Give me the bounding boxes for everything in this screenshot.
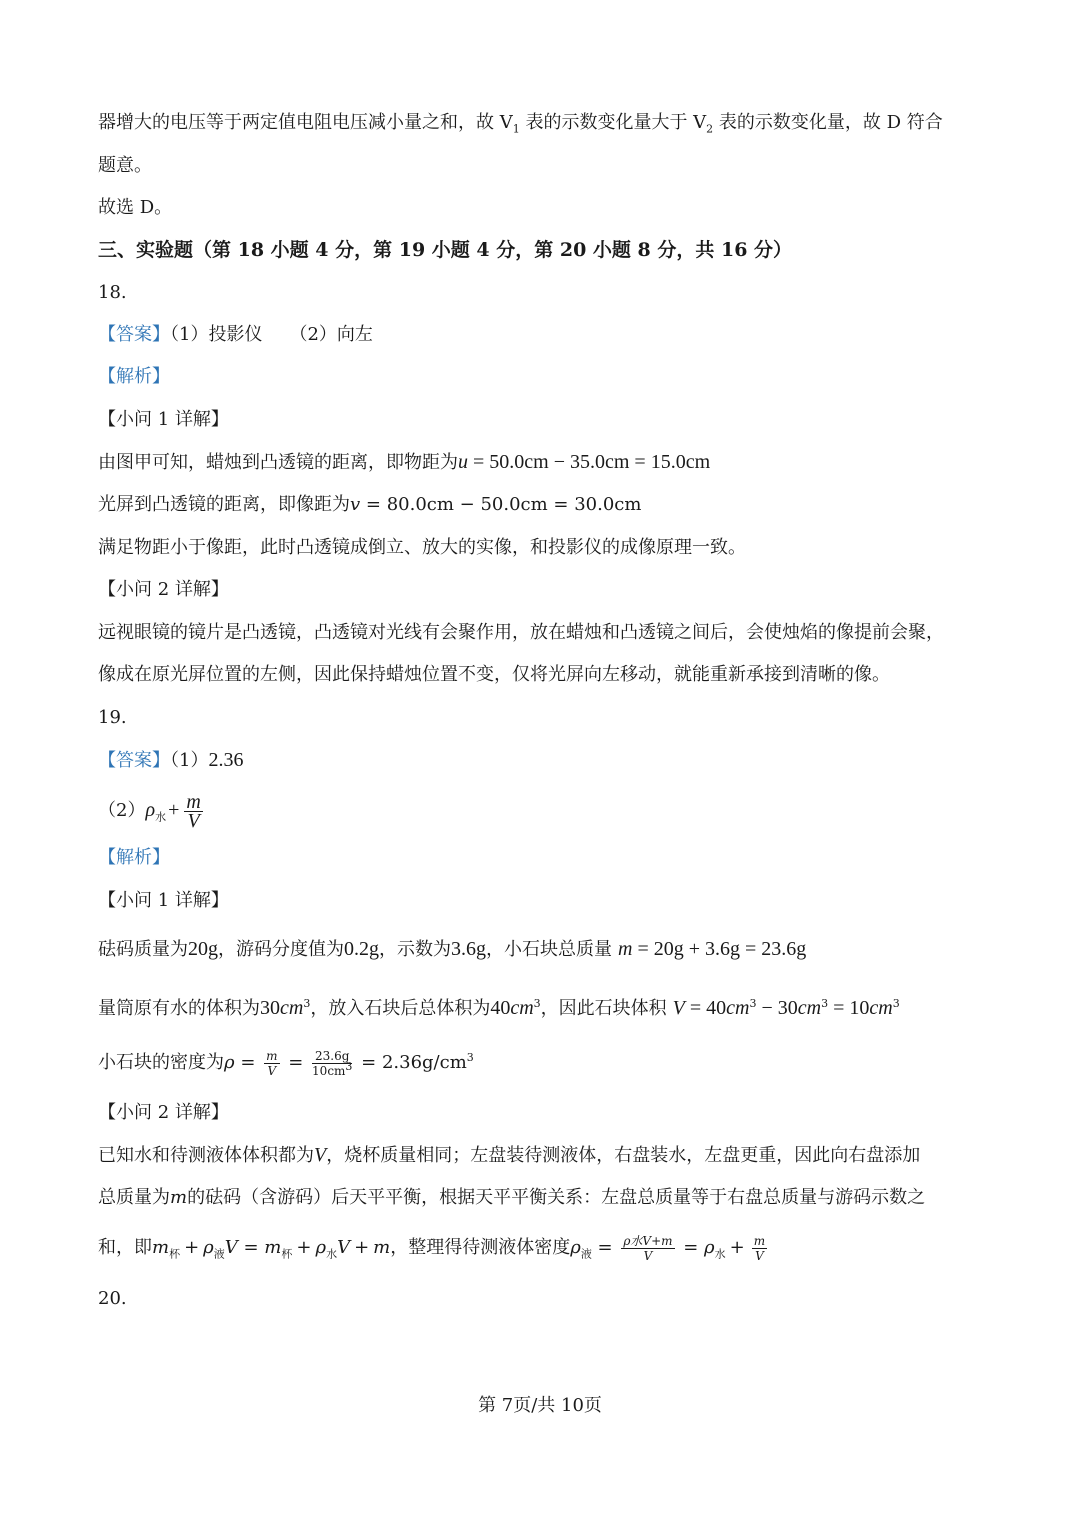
equals-sign: = (234, 1052, 262, 1073)
text: 表的示数变化量大于 V (519, 112, 707, 133)
text: 故选 D。 (98, 197, 173, 218)
superscript: 3 (533, 997, 541, 1010)
rho-symbol: ρ (203, 1237, 214, 1258)
volume-line (98, 996, 982, 1021)
rho-symbol: ρ (315, 1237, 327, 1258)
text: ，烧杯质量相同；左盘装待测液体，右盘装水，左盘更重，因此向右盘添加 (326, 1145, 921, 1166)
superscript: 3 (303, 997, 311, 1010)
fraction (264, 1049, 279, 1078)
mass-line (98, 937, 982, 962)
fraction-numerator: m (266, 1048, 278, 1063)
equals-sign: = (591, 1237, 619, 1258)
math-result: 2.36g/cm (381, 1052, 467, 1073)
answer-2-line (98, 788, 982, 833)
denominator-text: 10cm (312, 1063, 346, 1078)
math-value: 20g (188, 938, 218, 960)
fraction-numerator: 23.6g (312, 1049, 352, 1064)
fraction-denominator: V (267, 1063, 277, 1078)
fraction-numerator: m (753, 1233, 766, 1248)
equals-sign: = (282, 1052, 310, 1073)
question-number-19: 19. (98, 707, 127, 728)
math-expression: = 20g + 3.6g = 23.6g (632, 938, 807, 960)
question-number-18: 18. (98, 282, 127, 303)
subscript: 液 (580, 1247, 592, 1261)
section-heading: 三、实验题（第 18 小题 4 分，第 19 小题 4 分，第 20 小题 8 分，共 16 分） (98, 239, 793, 261)
analysis-tag: 【解析】 (98, 847, 170, 868)
fraction (621, 1234, 674, 1263)
equation-line (98, 1228, 982, 1268)
text: 已知水和待测液体体积都为 (98, 1145, 314, 1166)
math-var: m (152, 1237, 170, 1258)
math-var: m (264, 1237, 282, 1258)
superscript: 3 (749, 997, 757, 1010)
answer-text: （1）投影仪 （2）向左 (170, 324, 373, 345)
math-value: 40 (490, 997, 511, 1019)
answer-tag: 【答案】 (98, 750, 170, 771)
text: ，游码分度值为 (218, 939, 344, 960)
answer-label: （2） (98, 800, 146, 821)
text: 量筒原有水的体积为 (98, 998, 260, 1019)
math-expression: = 50.0cm − 35.0cm = 15.0cm (468, 451, 711, 473)
math-var: V (224, 1237, 238, 1258)
fraction-denominator: V (643, 1248, 653, 1263)
text: 和，即 (98, 1237, 152, 1258)
superscript: 3 (466, 1051, 474, 1064)
image-distance-line (98, 493, 982, 517)
text: 的砝码（含游码）后天平平衡，根据天平平衡关系：左盘总质量等于右盘总质量与游码示数之 (187, 1187, 926, 1208)
math-var: m (618, 938, 633, 960)
explanation-line (98, 1186, 982, 1210)
math-var: v (350, 494, 361, 515)
plus-sign: + (184, 1237, 200, 1258)
answer-line-18 (98, 323, 982, 347)
explanation-line: 像成在原光屏位置的左侧，因此保持蜡烛位置不变，仅将光屏向左移动，就能重新承接到清晰的像。 (98, 664, 890, 685)
math-value: 3.6g (451, 938, 486, 960)
answer-tag: 【答案】 (98, 324, 170, 345)
fraction-numerator: ρ水V+m (623, 1233, 673, 1248)
rho-symbol: ρ (145, 799, 156, 821)
math-expression: = 40 (684, 997, 727, 1019)
sub-question-1-title: 【小问 1 详解】 (98, 890, 229, 911)
math-var: V (672, 997, 685, 1019)
subscript: 2 (706, 122, 714, 136)
math-var: V (314, 1144, 327, 1166)
fraction (184, 790, 202, 832)
equals-sign: = (237, 1237, 265, 1258)
conclusion-line: 满足物距小于像距，此时凸透镜成倒立、放大的实像，和投影仪的成像原理一致。 (98, 537, 746, 558)
text: ，整理得待测液体密度 (390, 1237, 571, 1258)
math-var: V (337, 1237, 351, 1258)
text: ，小石块总质量 (486, 939, 612, 960)
rho-symbol: ρ (570, 1237, 581, 1258)
text: 小石块的密度为 (98, 1052, 224, 1073)
fraction (752, 1234, 767, 1263)
text: 砝码质量为 (98, 939, 188, 960)
fraction-denominator (312, 1059, 353, 1078)
page-footer: 第 7页/共 10页 (478, 1395, 602, 1416)
fraction-denominator: V (187, 809, 200, 832)
subscript: 1 (512, 122, 520, 136)
object-distance-line (98, 450, 982, 475)
plus-sign: + (729, 1237, 745, 1258)
subscript: 杯 (169, 1247, 181, 1261)
superscript: 3 (821, 997, 829, 1010)
plus-sign: + (168, 799, 180, 821)
answer-value: 2.36 (208, 749, 244, 771)
math-value: 30 (260, 997, 280, 1019)
fraction-numerator: m (186, 790, 201, 813)
text: 表的示数变化量，故 D 符合 (713, 112, 943, 133)
text: 光屏到凸透镜的距离，即像距为 (98, 494, 350, 515)
math-var: m (170, 1187, 188, 1208)
paragraph-continuation (98, 111, 982, 135)
subscript: 水 (155, 810, 167, 824)
sub-question-2-title: 【小问 2 详解】 (98, 579, 229, 600)
answer-label: （1） (170, 750, 209, 771)
math-expression: = 10 (828, 997, 870, 1019)
math-value: 0.2g (344, 938, 379, 960)
answer-line-19 (98, 748, 982, 773)
subscript: 杯 (281, 1247, 293, 1261)
math-var: m (373, 1237, 391, 1258)
fraction-denominator: V (755, 1248, 764, 1263)
subscript: 液 (213, 1247, 225, 1261)
text: 题意。 (98, 155, 152, 176)
paragraph-line (98, 196, 982, 220)
subscript: 水 (714, 1247, 726, 1261)
math-var: u (458, 451, 468, 473)
equals-sign: = (677, 1237, 705, 1258)
text: 器增大的电压等于两定值电阻电压减小量之和，故 V (98, 112, 513, 133)
analysis-tag: 【解析】 (98, 366, 170, 387)
text: ，放入石块后总体积为 (310, 998, 491, 1019)
unit: cm (797, 997, 822, 1019)
unit: cm (510, 997, 534, 1019)
text: ，因此石块体积 (540, 998, 667, 1019)
unit: cm (869, 997, 893, 1019)
text: 总质量为 (98, 1187, 170, 1208)
rho-symbol: ρ (224, 1052, 235, 1073)
sub-question-2-title: 【小问 2 详解】 (98, 1102, 229, 1123)
plus-sign: + (296, 1237, 312, 1258)
density-line (98, 1043, 982, 1083)
subscript: 水 (326, 1247, 338, 1261)
text: 由图甲可知，蜡烛到凸透镜的距离，即物距为 (98, 452, 458, 473)
plus-sign: + (354, 1237, 370, 1258)
rho-symbol: ρ (704, 1237, 715, 1258)
math-expression: − 30 (756, 997, 798, 1019)
question-number-20: 20. (98, 1288, 127, 1309)
fraction (312, 1049, 352, 1078)
explanation-line (98, 1143, 982, 1168)
text: ，示数为 (379, 939, 451, 960)
math-expression: = 80.0cm − 50.0cm = 30.0cm (360, 494, 642, 515)
unit: cm (726, 997, 750, 1019)
explanation-line: 远视眼镜的镜片是凸透镜，凸透镜对光线有会聚作用，放在蜡烛和凸透镜之间后，会使烛焰的像提前会聚， (98, 622, 944, 643)
paragraph-line (98, 154, 982, 178)
sub-question-1-title: 【小问 1 详解】 (98, 409, 229, 430)
superscript: 3 (892, 997, 900, 1010)
equals-sign: = (355, 1052, 382, 1073)
unit: cm (280, 997, 304, 1019)
superscript: 3 (345, 1059, 353, 1073)
